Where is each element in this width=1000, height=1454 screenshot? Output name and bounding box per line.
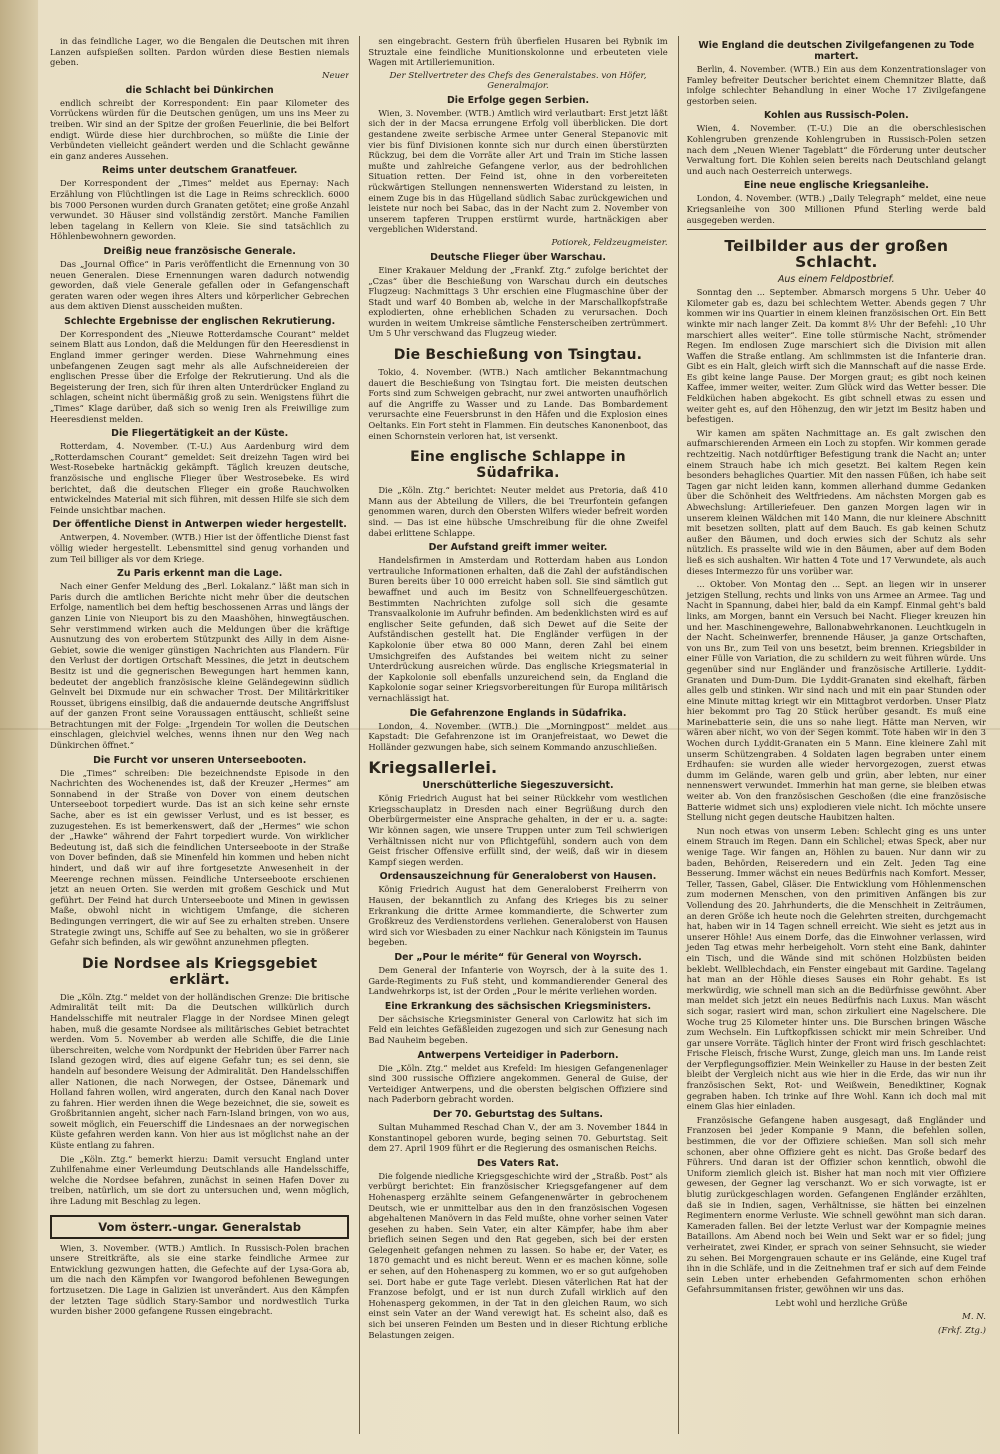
subheading: die Schlacht bei Dünkirchen <box>125 84 274 96</box>
subheading: Eine Erkrankung des sächsischen Kriegsministers. <box>384 1000 652 1012</box>
subheading: Der öffentliche Dienst in Antwerpen wieder hergestellt. <box>52 519 347 531</box>
article-text: Die „Köln. Ztg.“ bemerkt hierzu: Damit versucht England unter Zuhilfenahme einer Verleumdung Deutschlands alle Handelsschiffe, welche die Nordsee befahren, zunächst in seinen Hafen Dover zu treiben, natürlich, um sie dort zu untersuchen und, wenn möglich, ihre Ladung mit Beschlag zu legen. <box>50 1153 350 1207</box>
article-text: König Friedrich August hat bei seiner Rückkehr vom westlichen Kriegsschauplatz in Dresden nach einer Begrüßung durch den Oberbürgermeister eine Ansprache gehalten, in der er u. a. sagte: Wir können sagen, wie unsere Truppen unter zum Teil schwierigen Verhältnissen nicht nur von Pflichtgefühl, sondern auch von dem Geist frischer Offensive erfüllt sind, der weiß, daß wir in diesem Kampf siegen werden. <box>368 793 668 867</box>
article-text: Nach einer Genfer Meldung des „Berl. Lokalanz.“ läßt man sich in Paris durch die amtlichen Berichte nicht mehr über die deutschen Erfolge, namentlich bei dem heftig beschossenen Arras und längs der ganzen Linie von Nieuport bis zu den Maashöhen, hinwegtäuschen. Sehr verstimmend wirken auch die Meldungen über die kräftige Ausnutzung des von erobertem Stützpunkt des Ailly in dem Aisne-Gebiet, sowie die weniger günstigen Nachrichten aus Flandern. Für den Verlust der dortigen Ortschaft Messines, die jetzt in deutschem Besitz ist und die gegnerischen Bewegungen hart hemmen kann, bedeutet der angeblich französische kleine Geländegewinn südlich Gelnvelt bei Dixmude nur ein schwacher Trost. Der Militärkritiker Rousset, übrigens einsilbig, daß die andauernde deutsche Angriffslust auf der ganzen Front seine Voraussagen enttäuscht, schließt seine Betrachtungen mit der Folge: „Irgendein Tor wollen die Deutschen einschlagen, gleichviel welches, wenns ihnen nur den Weg nach Dünkirchen öffnet.“ <box>50 581 350 751</box>
section-divider <box>687 229 986 230</box>
article-signature: Neuer <box>321 70 350 81</box>
subheading: Reims unter deutschem Granatfeuer. <box>101 165 298 177</box>
column-2 <box>359 36 667 1434</box>
subheading: Schlechte Ergebnisse der englischen Rekrutierung. <box>64 315 336 327</box>
subheading: Des Vaters Rat. <box>477 1157 559 1169</box>
article-source: (Frkf. Ztg.) <box>938 1325 986 1336</box>
article-text: Der Korrespondent des „Nieuwe Rotterdamsche Courant“ meldet seinem Blatt aus London, daß die Meldungen für den Heeresdienst in England immer geringer werden. Diese Wahrnehmung eines unbefangenen Zeugen sagt mehr als alle Aufschneidereien der englischen Presse über die Erfolge der Rekrutierung. Und als die Begeisterung der Iren, sich für ihren alten Unterdrücker England zu schlagen, scheint nicht übermäßig groß zu sein. Wenigstens führt die „Times“ Klage darüber, daß sich so wenig Iren als Freiwillige zum Heeresdienst melden. <box>50 328 350 424</box>
subheading: Die Fliegertätigkeit an der Küste. <box>111 428 289 440</box>
article-text: Berlin, 4. November. (WTB.) Ein aus dem Konzentrationslager von Famley befreiter Deutscher berichtet einem Chemnitzer Blatte, daß infolge schlechter Behandlung in einer Woche 17 Zivilgefangene gestorben seien. <box>686 64 986 106</box>
article-text: London, 4. November. (WTB.) Die „Morningpost“ meldet aus Kapstadt: Die Gefahrenzone ist im Oranjefreistaat, wo Dewet die Holländer gezwungen habe, sich seinem Kommando anzuschließen. <box>368 720 668 752</box>
subheading: Der 70. Geburtstag des Sultans. <box>433 1108 603 1120</box>
headline: Teilbilder aus der großen Schlacht. <box>724 237 949 272</box>
article-text: Dem General der Infanterie von Woyrsch, der à la suite des 1. Garde-Regiments zu Fuß steht, und kommandierender General des Landwehrkorps ist, ist der Orden „Pour le mérite verliehen worden. <box>368 965 668 997</box>
subheading: Eine neue englische Kriegsanleihe. <box>743 180 929 192</box>
article-text: Französische Gefangene haben ausgesagt, daß Engländer und Franzosen bei jeder Kompanie 9 Mann, die befehlen sollen, bestimmen, die vor der Offiziere schießen. Man soll sich mehr schonen, aber ohne Offiziere geht es nicht. Das Große bedarf des Führers. Und daran ist der Offizier schon kenntlich, obwohl die Uniform ziemlich gleich ist. Bisher hat man noch mit vier Offiziere gewesen, der Gegner lag verschanzt. Wo er sich vorwagte, ist er blutig zurückgeschlagen worden. Gefangenen Engländer erzählten, daß sie in Indien, sagen, Verhältnisse, sie hätten bei einzelnen Regimentern enorme Verluste. Wie schnell gewöhnt man sich daran. Kameraden fallen. Bei der letzte Verlust war der Kompagnie meines Bataillons. Am Abend noch bei Wein und Sekt war er so fidel; jung verheiratet, zwei Kinder, er sprach von seiner Sehnsucht, sie wieder zu sehen. Bei Morgengrauen schaute er ins Gelände, eine Kugel traf ihn in die Schläfe, und in die Zeitnehmen traf er sich auf dem Feinde sein Leben unter erhebenden Gefahrmomenten schon erhöhen Gefahrsummitansen frister, gewöhnen wir uns das. <box>686 1114 986 1295</box>
article-text: Das „Journal Office“ in Paris veröffentlicht die Ernennung von 30 neuen Generalen. Diese Ernennungen waren dadurch notwendig geworden, daß viele Generale gefallen oder in Gefangenschaft geraten waren oder wegen ihres Alters und körperlicher Gebrechen aus dem aktiven Dienst ausscheiden mußten. <box>50 258 350 312</box>
article-text: Antwerpen, 4. November. (WTB.) Hier ist der öffentliche Dienst fast völlig wieder hergestellt. Lebensmittel sind genug vorhanden und zum Teil billiger als vor dem Kriege. <box>50 532 350 564</box>
article-text: endlich schreibt der Korrespondent: Ein paar Kilometer des Vorrückens würden für die Deutschen genügen, um uns ins Meer zu treiben. Wir sind an der Spitze der großen Feuerlinie, die bei Belfort endigt. Würde diese hier durchbrochen, so müßte die Linie der Verbündeten vielleicht geändert werden und die Schlacht gewänne ein ganz anderes Aussehen. <box>50 97 350 161</box>
article-text: London, 4. November. (WTB.) „Daily Telegraph“ meldet, eine neue Kriegsanleihe von 300 Millionen Pfund Sterling werde bald ausgegeben werden. <box>686 193 986 225</box>
article-signature: Potiorek, Feldzeugmeister. <box>551 237 668 248</box>
article-signature: M. N. <box>962 1311 986 1322</box>
article-text: Nun noch etwas von unserm Leben: Schlecht ging es uns unter einem Strauch im Regen. Dann ein Schlichel; etwas Speck, aber nur wenige Tage. Wir fangen an, Höhlen zu bauen. Nur dann wir zu baden, Behörden, Reiseredern und ein Zelt. Jeden Tag eine Besserung. Immer wächst ein neues Bedürfnis nach Komfort. Messer, Teller, Tassen, Gabel, Gläser. Die Entwicklung vom Höhlenmenschen zum modernen Menschen, von den primitiven Anfängen bis zur Vollendung des 20. Jahrhunderts, die die Menschheit in Zeiträumen, an deren Größe ich heute noch die Gelehrten streiten, durchgemacht hat, haben wir in 14 Tagen schnell erreicht. Wie sieht es jetzt aus in unserer Höhle! Aus einem Dorfe, das die Einwohner verlassen, wird jeden Tag etwas mehr herbeigeholt. Vorn steht eine Bank, dahinter ein Tisch, und die Wände sind mit schönen Holzbüsten beiden beklebt. Wellblechdach, ein Fenster eingebaut mit Gardine. Tagelang hat man an der Höhle dieses Sauses ein Rohr gehabt. Es ist merkwürdig, wie schnell man sich an die Bedürfnisse gewöhnt. Aber man meldet sich jetzt ein neues Bedürfnis nach Luxus. Man wäscht sich sogar, rasiert wird man, schon zirkuliert eine Nagelschere. Die Woche trug 25 Kilometer hinter uns. Die Burschen bringen Wäsche zum Wechseln. Ein Luftkopfkissen schickt mir mein Schreiber. Und gar unsere Vorräte. Täglich hinter der Front wird frisch geschlachtet: Frische Fleisch, frische Wurst, Zunge, gleich man uns. Im Lande reist der Verpflegungsoffizier. Mein Weinkeller zu Hause in der besten Zeit bleibt der Vergleich nicht aus wie hier in die Erde, das wir nun ihr französischen Sekt, Rot- und Weißwein, Benediktiner, Kognak gegraben haben. Ich trinke auf Ihre Wohl. Kann ich doch mal mit einem Glas hier einladen. <box>686 825 986 1112</box>
subheading: Der Aufstand greift immer weiter. <box>428 542 608 554</box>
article-text: Einer Krakauer Meldung der „Frankf. Ztg.“ zufolge berichtet der „Czas“ über die Beschießung von Warschau durch ein deutsches Flugzeug: Nachmittags 3 Uhr erschien eine Flugmaschine über der Stadt und warf 40 Bomben ab, welche in der Marschallkopfstraße explodierten, ohne erheblichen Schaden zu verursachen. Doch wurden in weitem Umkreise sämtliche Fensterscheiben zertrümmert. Um 5 Uhr verschwand das Flugzeug wieder. <box>368 264 668 339</box>
article-closing: Lebt wohl und herzliche Grüße <box>775 1297 908 1308</box>
headline: Die Beschießung von Tsingtau. <box>393 347 643 364</box>
subheading: Kohlen aus Russisch-Polen. <box>763 110 909 122</box>
article-text: Die folgende niedliche Kriegsgeschichte wird der „Straßb. Post“ als verbürgt berichtet: Ein französischer Kriegsgefangener auf dem Hohenasperg erzählte seinem Gefangenenwärter in gebrochenem Deutsch, wie er unmittelbar aus den in den französischen Vogesen abgehaltenen Manövern in das Feld mußte, ohne vorher seinen Vater gesehen zu haben. Sein Vater, ein alter Kämpfer, habe ihm aber brieflich seinen Segen und den Rat gegeben, sich bei der ersten Gelegenheit gefangen nehmen zu lassen. So habe er, der Vater, es 1870 gemacht und es nicht bereut. Wenn er es machen könne, solle er sehen, auf den Hohenasperg zu kommen, wo er so gut aufgehoben sei. Dort habe er gute Tage verlebt. Diesen väterlichen Rat hat der Franzose befolgt, und er ist nun durch Zufall wirklich auf den Hohenasperg gekommen, in der Tat in den gleichen Raum, wo sich einst sein Vater an der Wand verewigt hat. Es scheint also, daß es sich bei unseren Feinden um Besten und in dieser Richtung erbliche Belastungen zeigen. <box>368 1170 668 1340</box>
article-text: Tokio, 4. November. (WTB.) Nach amtlicher Bekanntmachung dauert die Beschießung von Tsingtau fort. Die meisten deutschen Forts sind zum Schweigen gebracht, nur zwei antworten unaufhörlich auf die Angriffe zu Wasser und zu Lande. Das Bombardement verursachte eine Feuersbrunst in den Häfen und die Explosion eines Oeltanks. Ein Fort steht in Flammen. Ein deutsches Kanonenboot, das einen Schornstein verloren hat, ist versenkt. <box>368 367 668 441</box>
article-text: ... Oktober. Von Montag den ... Sept. an liegen wir in unserer jetzigen Stellung, rechts und links von uns Armee an Armee. Tag und Nacht in Spannung, dabei hier, bald da ein Kampf. Einmal geht's bald links, am Morgen, bannt ein Versuch bei Nacht. Flieger kreuzen hin und her. Maschinengewehre, Ballonabwehrkanonen. Leuchtkugeln in der Nacht. Scheinwerfer, brennende Häuser, ja ganze Ortschaften, von uns Br., zum Teil von uns besetzt, beim brennen. Kriegsbilder in einer Fülle von Variation, die zu schildern zu weit führen würde. Uns gegenüber sind nur Engländer und französische Artillerie. Lyddit-Granaten und Dum-Dum. Die Lyddit-Granaten sind ekelhaft, färben alles gelb und stinken. Wir sind nach und mit ein paar Stunden oder eine Minute mittag kriegt wir ein Mittagbrot verdorben. Unser Platz hier bekommt pro Tag 20 Stück herüber gesandt. Es muß eine Marinebatterie sein, die uns so nahe liegt. Hätte man Nerven, wir wären aber nicht, wo von der Segen kommt. Tote haben wir in den 3 Wochen durch Lyddit-Granaten ein 5 Mann. Eine kleinere Zahl mit unserm Schützengraben. 4 Soldaten lagen begraben unter einem Erdhaufen: sie wurden alle wieder hervorgezogen, zuerst etwas dumm im Gelände, waren gelb und grün, aber lebten, nur einer nennenswert verwundet. Immerhin hat man gerne, sie bleiben etwas weiter ab. Von den französischen Geschoßen (die eine französische Batterie widmet sich uns) explodieren viele nicht. Ich möchte unsere Stellung nicht gegen deutsche Haubitzen halten. <box>686 579 986 823</box>
subheading: Antwerpens Verteidiger in Paderborn. <box>417 1049 619 1061</box>
article-text: Wien, 3. November. (WTB.) Amtlich. In Russisch-Polen brachen unsere Streitkräfte, als sie eine starke feindliche Armee zur Entwicklung gezwungen hatten, die Gefechte auf der Lysa-Gora ab, um die nach den Kämpfen vor Iwangorod befohlenen Bewegungen fortzusetzen. Die Lage in Galizien ist unverändert. Aus den Kämpfen der letzten Tage südlich Stary-Sambor und nordwestlich Turka wurden bisher 2000 gefangene Russen eingebracht. <box>50 1242 350 1317</box>
column-container <box>50 36 986 1434</box>
subheading: Der „Pour le mérite“ für General von Woyrsch. <box>394 952 642 963</box>
subheading: Unerschütterliche Siegeszuversicht. <box>422 780 614 792</box>
subheading: Ordensauszeichnung für Generaloberst von Hausen. <box>379 871 657 883</box>
article-text: Wir kamen am späten Nachmittage an. Es galt zwischen den aufmarschierenden Armeen ein Loch zu stopfen. Wir kommen gerade rechtzeitig. Nach notdürftiger Befestigung trank die Nacht an; unter einem Strauch habe ich mich gesetzt. Bei kaltem Regen kein besonders behagliches Quartier. Mit den nassen Füßen, ich habe seit Tagen gar nicht leiden kann, kommen allerhand dumme Gedanken über die Schönheit des Weltfriedens. Am nächsten Morgen gab es Abwechslung: Artilleriefeuer. Den ganzen Morgen lagen wir in unserem kleinen Wäldchen mit 140 Mann, die nur kleinere Abschnitt mit besetzen sollten, platt auf dem Bauch. Es gab keinen Schutz außer den Bäumen, und doch erwies sich der Schutz als sehr nützlich. Es prasselte wild wie in den Bäumen, aber auf dem Boden ließ es sich aushalten. Wir hatten 4 Tote und 17 Verwundete, als auch dieses Intermezzo für uns vorüber war. <box>686 427 986 576</box>
article-continuation: sen eingebracht. Gestern früh überfielen Husaren bei Rybnik im Struztale eine feindliche Munitionskolonne und erbeuteten viele Wagen mit Artilleriemunition. <box>368 36 668 68</box>
article-text: Der Korrespondent der „Times“ meldet aus Epernay: Nach Erzählung von Flüchtlingen ist die Lage in Reims schrecklich. 6000 bis 7000 Personen wurden durch Granaten getötet; eine große Anzahl verwundet. 30 Häuser sind vollständig zerstört. Manche Familien leben tagelang in Kellern von Kleie. Sie sind tatsächlich zu Höhlenbewohnern geworden. <box>50 178 350 242</box>
article-text: Handelsfirmen in Amsterdam und Rotterdam haben aus London vertrauliche Informationen erhalten, daß die Zahl der aufständischen Buren bereits über 10 000 erreicht haben soll. Sie sind sämtlich gut bewaffnet und auch im Besitz von Schnellfeuergeschützen. Bestimmten Nachrichten zufolge soll sich die gesamte Transvaalkolonie im Aufruhr befinden. Am bedenklichsten wird es auf englischer Seite gefunden, daß sich Dewet auf die Seite der Aufständischen gestellt hat. Die Engländer verfügen in der Kapkolonie über etwa 80 000 Mann, deren Zahl bei einem Umsichgreifen des Aufstandes bei weitem nicht zu seiner Unterdrückung ausreichen würde. Das englische Kriegsmaterial in der Kapkolonie soll ebenfalls unzureichend sein, da England die Kapkolonie sogar seiner Kriegsvorbereitungen für Europa militärisch vernachlässigt hat. <box>368 555 668 703</box>
article-continuation: in das feindliche Lager, wo die Bengalen die Deutschen mit ihren Lanzen aufspießen sollten. Pardon würden diese Bestien niemals geben. <box>50 36 350 68</box>
article-text: Rotterdam, 4. November. (T.-U.) Aus Aardenburg wird dem „Rotterdamschen Courant“ gemeldet: Seit dreizehn Tagen wird bei West-Rosebeke hartnäckig gekämpft. Täglich kreuzen deutsche, französische und englische Flieger über Westrosebeke. Es wird berichtet, daß die deutschen Flieger ein große Rauchwolken entwickelndes Material mit sich führen, mit dessen Hilfe sie sich dem Feinde unsichtbar machen. <box>50 441 350 515</box>
page-fold-shadow <box>0 0 38 1454</box>
headline: Die Nordsee als Kriegsgebiet erklärt. <box>82 955 318 988</box>
article-text: Wien, 4. November. (T.-U.) Die an die oberschlesischen Kohlengruben grenzende Kohlengruben in Russisch-Polen setzen nach dem „Neuen Wiener Tageblatt“ die Förderung unter deutscher Verwaltung fort. Die Kohlen seien bereits nach Deutschland gelangt und auch nach Oesterreich unterwegs. <box>686 123 986 176</box>
subheading: Die Gefahrenzone Englands in Südafrika. <box>409 707 627 719</box>
subheading: Zu Paris erkennt man die Lage. <box>117 568 283 580</box>
article-text: Die „Köln. Ztg.“ berichtet: Neuter meldet aus Pretoria, daß 410 Mann aus der Abteilung de Villers, die bei Treurfontein gefangen genommen waren, durch den Obersten Wilfers wieder befreit worden sind. — Das ist eine hübsche Umschreibung für die ohne Zweifel dabei erlittene Schlappe. <box>368 485 668 538</box>
subheading: Aus einem Feldpostbrief. <box>777 274 895 286</box>
article-text: Die „Köln. Ztg.“ meldet von der holländischen Grenze: Die britische Admiralität teilt mit: Da die Deutschen willkürlich durch Handelsschiffe mit neutraler Flagge in der Nordsee Minen gelegt haben, muß die gesamte Nordsee als militärisches Gebiet betrachtet werden. Vom 5. November ab werden alle Schiffe, die die Linie überschreiten, welche vom Nordpunkt der Hebriden über Farrer nach Island gezogen wird, dies auf eigene Gefahr tun; es sei denn, sie handeln auf besondere Weisung der Admiralität. Den Handelsschiffen aller Nationen, die nach Norwegen, der Ostsee, Dänemark und Holland fahren wollen, wird angeraten, durch den Kanal nach Dover zu fahren. Hier werden ihnen die Wege bezeichnet, die sie, soweit es Großbritannien angeht, sicher nach Farn-Island bringen, von wo aus, soweit möglich, ein Feuerschiff die Lindesnaes an der norwegischen Küste gefahren werden kann. Von hier aus ist möglichst nahe an der Küste entlang zu fahren. <box>50 991 350 1151</box>
article-text: Sultan Muhammed Reschad Chan V., der am 3. November 1844 in Konstantinopel geboren wurde, beging seinen 70. Geburtstag. Seit dem 27. April 1909 führt er die Regierung des osmanischen Reichs. <box>368 1121 668 1154</box>
article-text: Sonntag den ... September. Abmarsch morgens 5 Uhr. Ueber 40 Kilometer gab es, dazu bei schlechtem Wetter. Abends gegen 7 Uhr kommen wir ins Quartier in einem kleinen französischen Ort. Ein Bett winkte mir nach langer Zeit. Da kommt 8½ Uhr der Befehl: „10 Uhr marschiert alles weiter“. Eine tolle stürmische Nacht, strömender Regen. Im endlosen Zuge marschiert sich die Division mit allen Waffen die Straße entlang. Am schlimmsten ist die Infanterie dran. Gibt es ein Halt, gleich wirft sich die Mannschaft auf die nasse Erde. Es gibt keine lange Pause. Der Morgen graut; es gibt noch keinen Kaffee, immer weiter, weiter. Zum Glück wird das Wetter besser. Die Feldküchen haben abgekocht. Es gibt schnell etwas zu essen und weiter geht es, auf den Höhenzug, den wir jetzt im Besitz haben und befestigen. <box>686 287 986 425</box>
column-1 <box>50 36 349 1434</box>
subheading: Die Furcht vor unseren Unterseebooten. <box>93 754 307 766</box>
subheading: Die Erfolge gegen Serbien. <box>446 94 590 106</box>
boxed-headline: Vom österr.-ungar. Generalstab <box>50 1215 349 1239</box>
subheading: Wie England die deutschen Zivilgefangenen zu Tode martert. <box>698 40 975 62</box>
article-text: Wien, 3. November. (WTB.) Amtlich wird verlautbart: Erst jetzt läßt sich der in der Macsa errungene Erfolg voll überblicken. Die dort gestandene zweite serbische Armee unter General Stepanovic mit vier bis fünf Divisionen konnte sich nur durch einen überstürzten Rückzug, bei dem die Vorräte aller Art und Train im Stiche lassen mußte und zahlreiche Gefangene verlor, aus der bedrohlichen Situation retten. Der Feind ist, ohne in den vorbereiteten rückwärtigen Stellungen nennenswerten Widerstand zu leisten, in einem Zuge bis in das Hügelland südlich Sabac zurückgewichen und leistete nur noch bei Sabac, das in der Nacht zum 2. November von unserem tapferen Truppen erstürmt wurde, hartnäckigen aber vergeblichen Widerstand. <box>368 107 668 235</box>
article-text: Die „Times“ schreiben: Die bezeichnendste Episode in den Nachrichten des Wochenendes ist, daß der Kreuzer „Hermes“ am Sonnabend in der Straße von Dover von einem deutschen Unterseeboot torpediert wurde. Das ist an sich keine sehr ernste Sache, aber es ist ein gewisser Verlust, und es ist besser, es zuzugestehen. Es ist bemerkenswert, daß der „Hermes“ wie schon der „Hawke“ während der Fahrt torpediert wurde. Von wirklicher Bedeutung ist, daß sich die feindlichen Unterseeboote in der Straße von Dover befinden, daß sie Minenfeld hin kommen und heben nicht hindert, und daß wir auf ihre fortgesetzte Anwesenheit in der Meerenge rechnen müssen. Feindliche Unterseeboote erschienen jetzt an neuen Orten. Sie werden mit großem Geschick und Mut geführt. Der Feind hat durch Unterseeboote und Minen in gewissen Maße, obwohl nicht in wichtigem Umfange, die sicheren Bedingungen verringert, die wir auf See zu erhalten streben. Unsere Strategie zwingt uns, Schiffe auf See zu behalten, wo sie in größerer Gefahr sich befinden, als wir gewöhnt anzunehmen pflegten. <box>50 767 350 948</box>
article-text: König Friedrich August hat dem Generaloberst Freiherrn von Hausen, der bekanntlich zu Anfang des Krieges bis zu seiner Erkrankung die dritte Armee kommandierte, die Schwerter zum Großkreuz des Verdienstordens verliehen. Generaloberst von Hausen wird sich vor Wiesbaden zu einer Nachkur nach Königstein im Taunus begeben. <box>368 884 668 948</box>
subheading: Deutsche Flieger über Warschau. <box>430 251 606 263</box>
article-text: Die „Köln. Ztg.“ meldet aus Krefeld: Im hiesigen Gefangenenlager sind 300 russische Offiziere angekommen. General de Guise, der Verteidiger Antwerpens, und die obersten belgischen Offiziere sind nach Paderborn gebracht worden. <box>368 1062 668 1105</box>
column-3 <box>678 36 986 1434</box>
headline: Eine englische Schlappe in Südafrika. <box>410 449 626 482</box>
article-text: Der sächsische Kriegsminister General von Carlowitz hat sich im Feld ein leichtes Gefäßleiden zugezogen und sich zur Genesung nach Bad Nauheim begeben. <box>368 1013 668 1045</box>
section-headline: Kriegsallerlei. <box>368 758 498 778</box>
subheading: Dreißig neue französische Generale. <box>103 245 296 257</box>
article-signature: Der Stellvertreter des Chefs des Generalstabes. von Höfer, Generalmajor. <box>389 70 647 91</box>
